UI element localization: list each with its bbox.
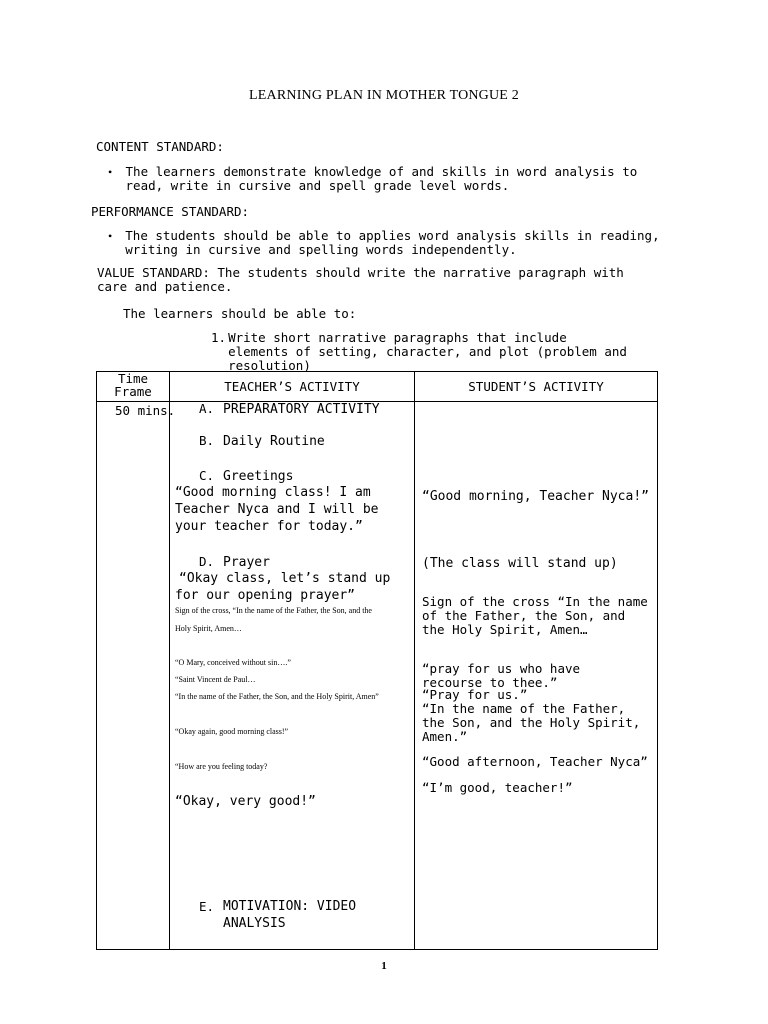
content-standard-bullet bbox=[108, 165, 653, 193]
student-good-afternoon: “Good afternoon, Teacher Nyca” bbox=[422, 754, 648, 769]
daily-routine: B. Daily Routine bbox=[199, 433, 325, 449]
teacher-okay-again: “Okay again, good morning class!” bbox=[175, 727, 289, 736]
teacher-okay-good: “Okay, very good!” bbox=[175, 794, 316, 809]
teacher-sign-cross-cont: Holy Spirit, Amen… bbox=[175, 624, 242, 633]
greetings: C. Greetings bbox=[199, 468, 294, 484]
student-stand-up: (The class will stand up) bbox=[422, 556, 618, 571]
teacher-greeting: “Good morning class! I am Teacher Nyca and I will be your teacher for today.” bbox=[175, 485, 379, 534]
prayer: D. Prayer bbox=[199, 554, 270, 570]
header-student-activity: STUDENT’S ACTIVITY bbox=[468, 379, 604, 394]
teacher-vincent: “Saint Vincent de Paul… bbox=[175, 675, 256, 684]
prayer-intro: “Okay class, let’s stand up for our opening prayer” bbox=[175, 571, 391, 603]
objective-text: Write short narrative paragraphs that include elements of setting, character, and plot (problem and resolution) bbox=[228, 330, 627, 373]
preparatory-activity: A. PREPARATORY ACTIVITY bbox=[199, 401, 380, 417]
student-pray-for-us-2: “Pray for us.” bbox=[422, 687, 528, 702]
teacher-o-mary: “O Mary, conceived without sin….” bbox=[175, 658, 291, 667]
document-title: LEARNING PLAN IN MOTHER TONGUE 2 bbox=[249, 88, 519, 103]
column-divider bbox=[414, 372, 415, 949]
content-standard-text: The learners demonstrate knowledge of and skills in word analysis to read, write in cursive and spell grade level words. bbox=[125, 164, 638, 193]
header-teacher-activity: TEACHER’S ACTIVITY bbox=[224, 379, 360, 394]
teacher-in-name: “In the name of the Father, the Son, and the Holy Spirit, Amen” bbox=[175, 692, 379, 701]
performance-standard-text: The students should be able to applies word analysis skills in reading, writing in cursive and spelling words independently. bbox=[125, 228, 660, 257]
teacher-sign-cross: Sign of the cross, “In the name of the Father, the Son, and the bbox=[175, 606, 372, 615]
motivation-video-analysis: E. MOTIVATION: VIDEO ANALYSIS bbox=[199, 899, 357, 931]
student-in-name: “In the name of the Father, the Son, and the Holy Spirit, Amen.” bbox=[422, 701, 641, 744]
header-time-frame: Time Frame bbox=[114, 371, 152, 399]
content-standard-heading: CONTENT STANDARD: bbox=[96, 139, 224, 154]
column-divider bbox=[169, 372, 170, 949]
page-number: 1 bbox=[381, 960, 387, 972]
bullet-icon: • bbox=[108, 165, 113, 179]
objective-number: 1. bbox=[211, 330, 227, 345]
student-im-good: “I’m good, teacher!” bbox=[422, 780, 573, 795]
student-sign-cross: Sign of the cross “In the name of the Father, the Son, and the Holy Spirit, Amen… bbox=[422, 594, 648, 637]
performance-standard-heading: PERFORMANCE STANDARD: bbox=[91, 204, 250, 219]
student-pray-for-us: “pray for us who have recourse to thee.” bbox=[422, 661, 581, 690]
teacher-how-feeling: “How are you feeling today? bbox=[175, 762, 268, 771]
performance-standard-bullet bbox=[108, 229, 663, 257]
activity-table bbox=[96, 371, 658, 950]
value-standard: VALUE STANDARD: The students should write the narrative paragraph with care and patience. bbox=[97, 265, 624, 294]
objectives-intro: The learners should be able to: bbox=[123, 306, 357, 321]
bullet-icon: • bbox=[108, 229, 113, 243]
objective-item bbox=[211, 331, 631, 373]
student-good-morning: “Good morning, Teacher Nyca!” bbox=[422, 489, 649, 504]
time-frame-value: 50 mins. bbox=[115, 403, 176, 418]
